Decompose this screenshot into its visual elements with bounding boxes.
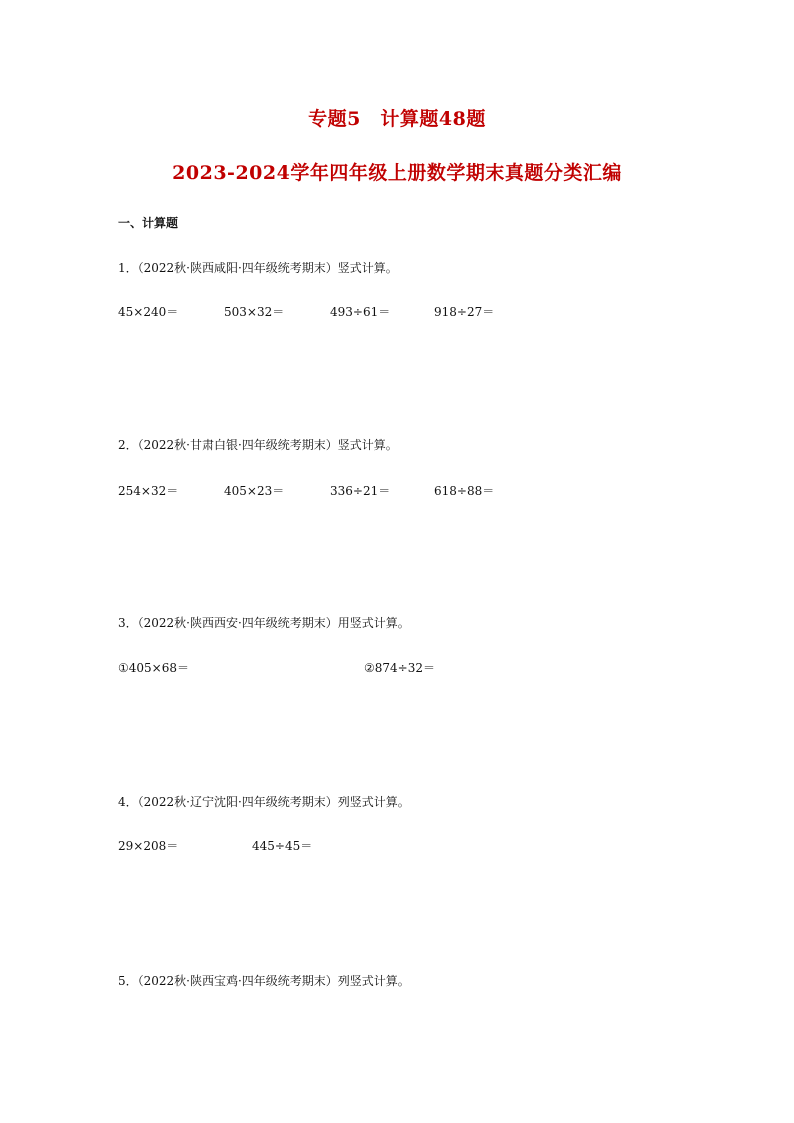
page-subtitle: 2023-2024学年四年级上册数学期末真题分类汇编 [172,162,622,184]
question-3-label: 3．（2022秋·陕西西安·四年级统考期末）用竖式计算。 [118,616,410,630]
question-2-items [0,482,794,500]
expression: ②874÷32＝ [364,661,435,675]
question-1-items [0,303,794,321]
expression: 405×23＝ [224,484,285,498]
page-title: 专题5 计算题48题 [308,108,486,130]
expression: 45×240＝ [118,305,179,319]
question-4-label: 4．（2022秋·辽宁沈阳·四年级统考期末）列竖式计算。 [118,795,410,809]
expression: 336÷21＝ [330,484,391,498]
expression: 445÷45＝ [252,839,313,853]
question-4-items [0,837,794,855]
expression: 254×32＝ [118,484,179,498]
expression: 503×32＝ [224,305,285,319]
question-2-label: 2．（2022秋·甘肃白银·四年级统考期末）竖式计算。 [118,438,398,452]
expression: 618÷88＝ [434,484,495,498]
expression: 493÷61＝ [330,305,391,319]
section-heading: 一、计算题 [118,216,179,230]
expression: 918÷27＝ [434,305,495,319]
expression: ①405×68＝ [118,661,189,675]
question-5-label: 5．（2022秋·陕西宝鸡·四年级统考期末）列竖式计算。 [118,974,410,988]
question-1-label: 1．（2022秋·陕西咸阳·四年级统考期末）竖式计算。 [118,261,398,275]
question-3-items [0,659,794,677]
expression: 29×208＝ [118,839,179,853]
